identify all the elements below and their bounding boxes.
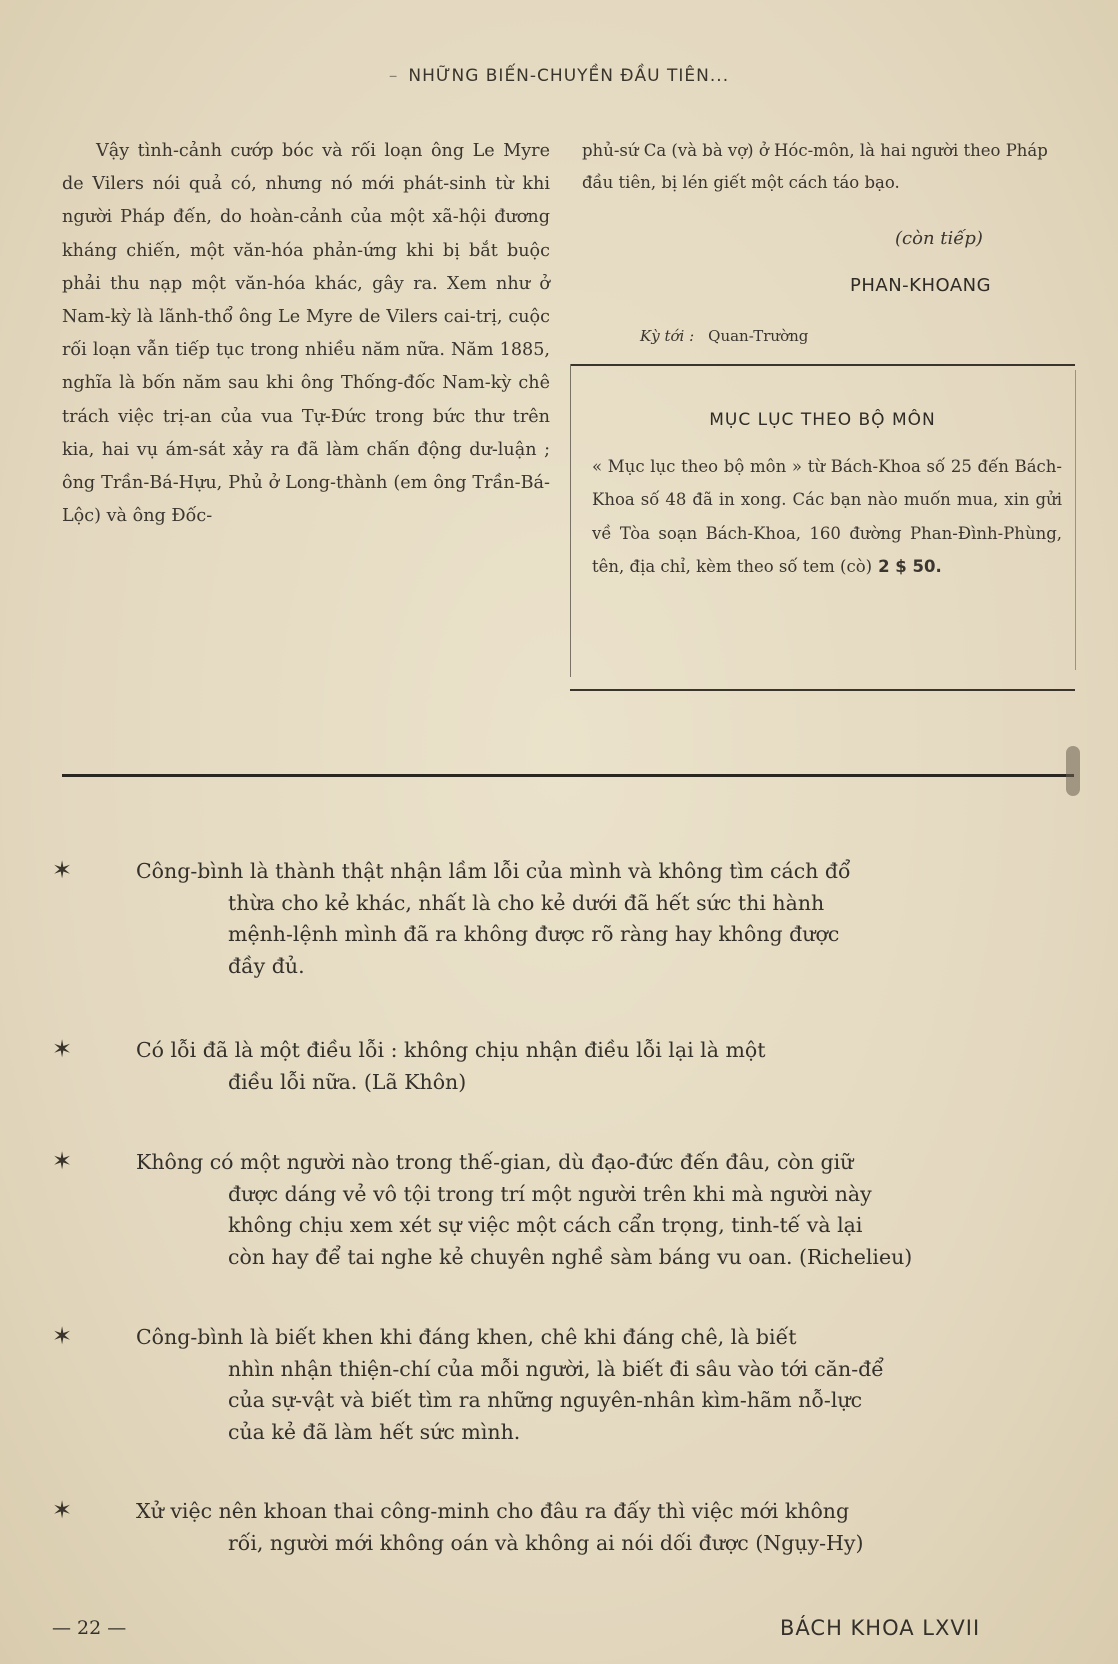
quote-line: mệnh-lệnh mình đã ra không được rõ ràng hay không được	[228, 922, 840, 946]
quote-line: thừa cho kẻ khác, nhất là cho kẻ dưới đã hết sức thi hành	[228, 890, 825, 915]
ink-blot	[1066, 746, 1080, 796]
star-icon: ✶	[52, 856, 73, 884]
page-number: — 22 —	[52, 1617, 127, 1639]
index-box-body	[592, 450, 1062, 583]
quote-line: của kẻ đã làm hết sức mình.	[228, 1419, 521, 1444]
article-paragraph-end: phủ-sứ Ca (và bà vợ) ở Hóc-môn, là hai người theo Pháp đầu tiên, bị lén giết một cách táo bạo.	[582, 141, 1048, 192]
star-icon: ✶	[52, 1147, 73, 1175]
quote-text	[136, 856, 1076, 982]
running-header	[0, 66, 1118, 86]
article-left-column	[62, 135, 550, 533]
next-issue-label: Kỳ tới :	[640, 327, 695, 345]
next-issue-name: Quan-Trường	[708, 327, 809, 345]
quote-line: rối, người mới không oán và không ai nói dối được (Ngụy-Hy)	[228, 1530, 864, 1555]
quote-line: của sự-vật và biết tìm ra những nguyên-nhân kìm-hãm nỗ-lực	[228, 1388, 863, 1412]
star-icon: ✶	[52, 1496, 73, 1524]
star-icon: ✶	[52, 1322, 73, 1350]
quote-line: Có lỗi đã là một điều lỗi : không chịu nhận điều lỗi lại là một	[136, 1038, 766, 1062]
quote-text	[136, 1035, 1076, 1098]
index-box-right-rule	[1075, 370, 1076, 670]
continued-note: (còn tiếp)	[895, 228, 983, 249]
star-icon: ✶	[52, 1035, 73, 1063]
quote-text	[136, 1496, 1076, 1559]
section-divider	[62, 774, 1074, 777]
quote-line: Công-bình là biết khen khi đáng khen, chê khi đáng chê, là biết	[136, 1325, 797, 1349]
index-box-price: 2 $ 50.	[878, 556, 942, 576]
index-box-bottom-rule	[570, 689, 1075, 691]
index-box-text: « Mục lục theo bộ môn » từ Bách-Khoa số 25 đến Bách-Khoa số 48 đã in xong. Các bạn nào muốn mua, xin gửi về Tòa soạn Bách-Khoa, 160 đường Phan-Đình-Phùng, tên, địa chỉ, kèm theo số tem (cò)	[592, 457, 1062, 576]
index-box-top-rule	[570, 364, 1075, 366]
header-dash: –	[388, 66, 399, 86]
quote-line: Công-bình là thành thật nhận lầm lỗi của mình và không tìm cách đổ	[136, 859, 851, 883]
index-box-title: MỤC LỤC THEO BỘ MÔN	[709, 410, 936, 430]
quote-line: còn hay để tai nghe kẻ chuyên nghề sàm báng vu oan. (Richelieu)	[228, 1244, 913, 1269]
article-right-column	[582, 135, 1070, 199]
running-title: NHỮNG BIẾN-CHUYỀN ĐẦU TIÊN...	[408, 66, 730, 86]
quote-line: đầy đủ.	[228, 953, 305, 978]
author-name: PHAN-KHOANG	[850, 275, 992, 296]
quote-line: được dáng vẻ vô tội trong trí một người trên khi mà người này	[228, 1181, 872, 1206]
quote-text	[136, 1147, 1076, 1273]
next-issue-note	[640, 327, 808, 345]
quote-line: nhìn nhận thiện-chí của mỗi người, là biết đi sâu vào tới căn-để	[228, 1356, 884, 1381]
article-paragraph: Vậy tình-cảnh cướp bóc và rối loạn ông Le Myre de Vilers nói quả có, nhưng nó mới phát-sinh từ khi người Pháp đến, do hoàn-cảnh của một xã-hội đương kháng chiến, một văn-hóa phản-ứng khi bị bắt buộc phải thu nạp một văn-hóa khác, gây ra. Xem như ở Nam-kỳ là lãnh-thổ ông Le Myre de Vilers cai-trị, cuộc rối loạn vẫn tiếp tục trong nhiều năm nữa. Năm 1885, nghĩa là bốn năm sau khi ông Thống-đốc Nam-kỳ chê trách việc trị-an của vua Tự-Đức trong bức thư trên kia, hai vụ ám-sát xảy ra đã làm chấn động dư-luận ; ông Trần-Bá-Hựu, Phủ ở Long-thành (em ông Trần-Bá-Lộc) và ông Đốc-	[62, 141, 550, 527]
quote-line: không chịu xem xét sự việc một cách cẩn trọng, tinh-tế và lại	[228, 1213, 863, 1237]
quote-line: điều lỗi nữa. (Lã Khôn)	[228, 1069, 467, 1094]
quote-text	[136, 1322, 1076, 1448]
quote-line: Không có một người nào trong thế-gian, dù đạo-đức đến đâu, còn giữ	[136, 1150, 854, 1174]
quote-line: Xử việc nên khoan thai công-minh cho đâu ra đấy thì việc mới không	[136, 1499, 850, 1523]
magazine-issue: BÁCH KHOA LXVII	[780, 1616, 981, 1640]
